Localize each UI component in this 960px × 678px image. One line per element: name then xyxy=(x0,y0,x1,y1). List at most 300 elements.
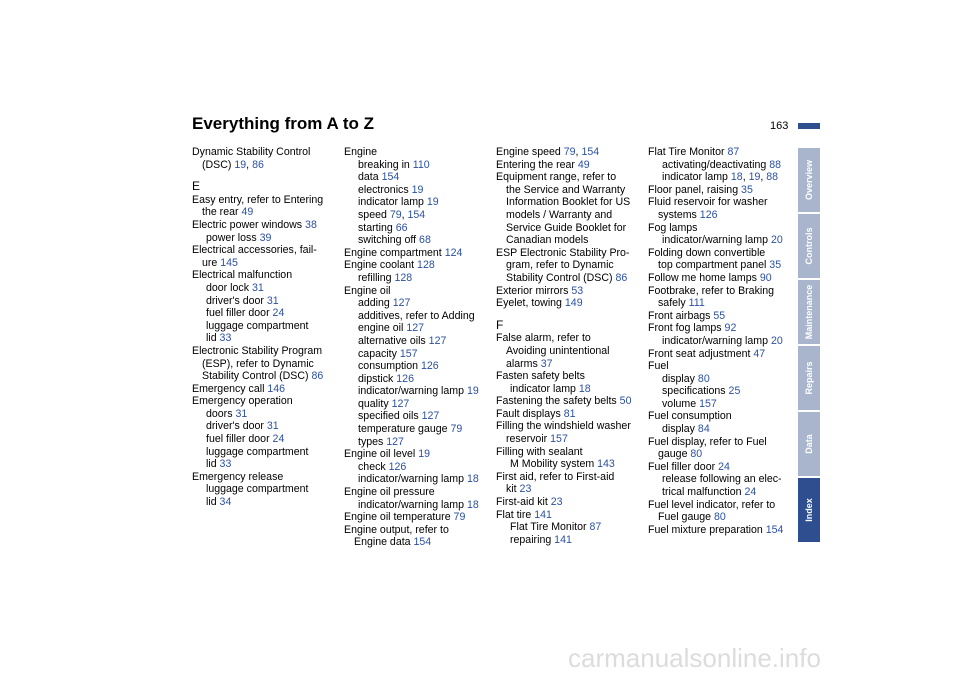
index-entry-text: First aid, refer to First-aid xyxy=(496,470,615,483)
page-reference-link[interactable]: 80 xyxy=(713,511,726,524)
index-entry xyxy=(192,433,323,446)
index-entry xyxy=(648,448,783,461)
index-entry-text: switching off xyxy=(358,234,420,247)
page-reference-link[interactable]: 81 xyxy=(563,407,576,420)
page-reference-link[interactable]: 31 xyxy=(251,281,264,294)
page-reference-link[interactable]: 24 xyxy=(718,460,730,473)
index-entry xyxy=(648,360,783,373)
page-reference-link[interactable]: 24 xyxy=(744,486,757,499)
page-reference-link[interactable]: 143 xyxy=(597,458,615,471)
index-entry xyxy=(496,247,631,260)
page-reference-link[interactable]: 18 xyxy=(466,473,479,486)
page-reference-link[interactable]: 146 xyxy=(267,382,286,395)
index-entry-text: Footbrake, refer to Braking xyxy=(648,284,775,297)
index-entry xyxy=(648,385,783,398)
page-reference-link[interactable]: 19 xyxy=(418,448,430,461)
index-entry-text: display xyxy=(662,423,698,436)
tab-controls[interactable] xyxy=(798,214,820,278)
index-entry xyxy=(192,358,323,371)
index-entry: Engine speed 79, 154 xyxy=(496,146,600,158)
tab-label: Data xyxy=(804,434,814,454)
page-reference-link[interactable]: 127 xyxy=(421,410,440,423)
index-entry-text: Equipment range, refer to xyxy=(496,171,617,184)
page-reference-link[interactable]: 154 xyxy=(765,523,784,536)
index-entry xyxy=(192,232,323,245)
tab-index[interactable] xyxy=(798,478,820,542)
index-entry xyxy=(192,244,323,257)
tab-repairs[interactable] xyxy=(798,346,820,410)
index-entry xyxy=(496,521,631,534)
tab-label: Index xyxy=(804,498,814,522)
index-entry-text: Engine coolant xyxy=(344,259,418,272)
page-reference-link[interactable]: 25 xyxy=(728,385,741,398)
index-entry-text: Engine oil xyxy=(344,284,391,297)
page-reference-link[interactable]: 50 xyxy=(619,395,632,408)
page-reference-link[interactable]: 92 xyxy=(724,322,737,335)
page-reference-link[interactable]: 154 xyxy=(581,146,600,158)
index-entry-text: Fog lamps xyxy=(648,221,698,234)
page-reference-link[interactable]: 127 xyxy=(392,297,411,310)
index-entry-text: Electronic Stability Program xyxy=(192,344,323,357)
index-entry-text: First-aid kit xyxy=(496,496,551,509)
index-letter-heading xyxy=(496,319,631,332)
index-entry xyxy=(192,282,323,295)
index-entry xyxy=(496,285,631,298)
page-reference-link[interactable]: 126 xyxy=(699,208,718,221)
index-entry xyxy=(496,159,631,172)
index-entry xyxy=(344,410,479,423)
page-reference-link[interactable]: 35 xyxy=(741,183,753,196)
page-reference-link[interactable]: 20 xyxy=(770,334,783,347)
index-entry xyxy=(648,196,783,209)
index-entry xyxy=(496,184,631,197)
index-entry-text: Stability Control (DSC) xyxy=(202,370,312,383)
index-entry xyxy=(192,219,323,232)
page-reference-link[interactable]: 154 xyxy=(407,208,426,221)
index-entry xyxy=(648,285,783,298)
index-entry-text: power loss xyxy=(206,231,260,244)
index-entry xyxy=(648,247,783,260)
tab-data[interactable] xyxy=(798,412,820,476)
index-entry xyxy=(192,194,323,207)
index-entry-text: gauge xyxy=(658,448,691,461)
page-reference-link[interactable]: 88 xyxy=(769,158,781,171)
index-entry-text: Flat Tire Monitor xyxy=(648,146,728,158)
tab-maintenance[interactable] xyxy=(798,280,820,344)
page-reference-link[interactable]: 79 xyxy=(450,423,463,436)
index-entry xyxy=(192,446,323,459)
index-entry-text: (ESP), refer to Dynamic xyxy=(202,357,314,370)
index-entry-text: Engine oil pressure xyxy=(344,486,435,499)
page-reference-link[interactable]: 24 xyxy=(272,307,285,320)
page-reference-link[interactable]: 149 xyxy=(564,297,583,310)
index-entry-text: indicator lamp xyxy=(510,382,579,395)
index-entry xyxy=(344,146,479,159)
index-entry xyxy=(344,511,479,524)
index-entry-text: Front seat adjustment xyxy=(648,347,754,360)
page-reference-link[interactable]: 157 xyxy=(699,397,717,410)
page-reference-link[interactable]: 68 xyxy=(419,234,431,247)
index-entry-text: Fastening the safety belts xyxy=(496,395,620,408)
index-entry xyxy=(496,272,631,285)
index-entry-text: reservoir xyxy=(506,433,551,446)
page-reference-link[interactable]: 49 xyxy=(577,158,590,171)
index-letter-heading xyxy=(192,180,323,193)
index-entry-text: check xyxy=(358,460,389,473)
index-entry xyxy=(496,234,631,247)
page-reference-link[interactable]: 19 xyxy=(426,196,439,209)
index-entry xyxy=(648,297,783,310)
page-reference-link[interactable]: 53 xyxy=(571,284,584,297)
index-entry-text: fuel filler door xyxy=(206,307,273,320)
index-entry-text: quality xyxy=(358,397,392,410)
index-entry xyxy=(496,222,631,235)
index-entry xyxy=(344,473,479,486)
page-reference-link[interactable]: 31 xyxy=(266,294,279,307)
index-entry-text: specified oils xyxy=(358,410,422,423)
index-entry xyxy=(648,511,783,524)
index-entry-text: Folding down convertible xyxy=(648,246,766,259)
index-entry-text: specifications xyxy=(662,385,729,398)
index-entry xyxy=(648,222,783,235)
index-entry-text: Emergency call xyxy=(192,382,268,395)
index-entry xyxy=(192,458,323,471)
page-reference-link[interactable]: 31 xyxy=(266,420,279,433)
index-entry xyxy=(344,259,479,272)
tab-label: Controls xyxy=(804,227,814,265)
index-column-1 xyxy=(192,146,323,509)
index-entry: (DSC) 19, 86 xyxy=(202,158,264,171)
page-reference-link[interactable]: 33 xyxy=(219,332,232,345)
page-reference-link[interactable]: 154 xyxy=(413,536,432,549)
index-entry xyxy=(496,483,631,496)
index-entry-text: Engine oil level xyxy=(344,448,419,461)
index-entry xyxy=(192,269,323,282)
index-entry xyxy=(648,259,783,272)
page-reference-link[interactable]: 31 xyxy=(235,407,248,420)
index-entry-text: Fasten safety belts xyxy=(496,370,585,383)
index-entry xyxy=(648,322,783,335)
index-entry xyxy=(344,385,479,398)
index-entry xyxy=(192,383,323,396)
index-entry xyxy=(192,332,323,345)
page-title: Everything from A to Z xyxy=(192,114,374,133)
index-entry-text: indicator/warning lamp xyxy=(662,234,771,247)
index-entry xyxy=(192,370,323,383)
page-reference-link[interactable]: 19 xyxy=(234,158,247,171)
index-entry xyxy=(648,209,783,222)
index-entry-text: Filling with sealant xyxy=(496,445,583,458)
index-entry-text: top compartment panel xyxy=(658,259,770,272)
index-entry-text: starting xyxy=(358,221,396,234)
page-reference-link[interactable]: 126 xyxy=(421,360,439,373)
index-entry xyxy=(496,196,631,209)
index-entry xyxy=(344,222,479,235)
index-entry xyxy=(192,483,323,496)
page-reference-link[interactable]: 126 xyxy=(396,372,414,385)
index-entry-text: alternative oils xyxy=(358,334,429,347)
section-tabs xyxy=(798,148,820,544)
index-entry-text: engine oil xyxy=(358,322,407,335)
index-entry-text: types xyxy=(358,435,387,448)
index-entry xyxy=(344,184,479,197)
index-entry xyxy=(344,486,479,499)
index-entry-text: electronics xyxy=(358,183,412,196)
index-entry xyxy=(496,395,631,408)
page-reference-link[interactable]: 88 xyxy=(766,171,779,184)
index-entry-text: ure xyxy=(202,256,221,269)
page-reference-link[interactable]: 37 xyxy=(540,357,553,370)
page-reference-link[interactable]: 86 xyxy=(252,158,264,171)
index-entry-text: Electrical malfunction xyxy=(192,269,293,282)
index-entry xyxy=(192,206,323,219)
index-entry xyxy=(648,310,783,323)
index-entry xyxy=(496,209,631,222)
index-entry-text: models / Warranty and xyxy=(506,208,613,221)
index-entry xyxy=(344,373,479,386)
index-entry xyxy=(648,234,783,247)
index-entry xyxy=(648,373,783,386)
page-reference-link[interactable]: 126 xyxy=(388,460,407,473)
index-entry-text: (DSC) xyxy=(202,158,235,171)
index-entry-text: indicator/warning lamp xyxy=(662,334,771,347)
index-entry-text: breaking in xyxy=(358,158,413,171)
index-entry-text: Avoiding unintentional xyxy=(506,344,610,357)
page-reference-link[interactable]: 19 xyxy=(411,183,424,196)
index-entry-text: lid xyxy=(206,332,220,345)
page-reference-link[interactable]: 55 xyxy=(713,309,726,322)
index-entry-text: refilling xyxy=(358,271,395,284)
index-entry xyxy=(192,496,323,509)
page-reference-link[interactable]: 20 xyxy=(770,234,783,247)
page-reference-link[interactable]: 18 xyxy=(730,171,743,184)
index-entry xyxy=(648,184,783,197)
index-entry xyxy=(496,370,631,383)
index-entry xyxy=(648,524,783,537)
page-reference-link[interactable]: 127 xyxy=(428,334,447,347)
page-reference-link[interactable]: 79 xyxy=(389,208,402,221)
index-entry xyxy=(648,461,783,474)
index-entry xyxy=(496,259,631,272)
index-entry xyxy=(496,345,631,358)
index-entry xyxy=(192,395,323,408)
page-reference-link[interactable]: 35 xyxy=(769,259,782,272)
page-reference-link[interactable]: 80 xyxy=(690,448,703,461)
index-entry-text: Emergency release xyxy=(192,470,284,483)
index-entry-text: E xyxy=(192,179,201,194)
index-entry xyxy=(496,509,631,522)
index-entry xyxy=(648,335,783,348)
page-reference-link[interactable]: 39 xyxy=(259,231,272,244)
index-entry xyxy=(648,473,783,486)
index-entry-text: activating/deactivating xyxy=(662,158,770,171)
index-entry xyxy=(344,159,479,172)
index-entry-text: speed xyxy=(358,208,390,221)
header-tab-marker xyxy=(798,123,820,129)
index-column-3 xyxy=(496,146,631,546)
index-entry-text: doors xyxy=(206,407,236,420)
index-entry-text: alarms xyxy=(506,357,541,370)
index-entry-text: Front airbags xyxy=(648,309,714,322)
index-entry-text: driver's door xyxy=(206,294,267,307)
index-entry xyxy=(344,272,479,285)
page-reference-link[interactable]: 124 xyxy=(444,246,463,259)
index-entry-text: door lock xyxy=(206,281,252,294)
page-reference-link[interactable]: 79 xyxy=(563,146,576,158)
index-entry xyxy=(344,398,479,411)
index-entry xyxy=(648,499,783,512)
page-reference-link[interactable]: 19 xyxy=(466,385,479,398)
index-entry-text: F xyxy=(496,317,504,332)
index-entry xyxy=(192,408,323,421)
index-entry-text: Flat Tire Monitor xyxy=(510,521,590,534)
index-entry-text: kit xyxy=(506,483,520,496)
page-reference-link[interactable]: 49 xyxy=(241,206,254,219)
index-entry-text: False alarm, refer to xyxy=(496,332,591,345)
page-reference-link[interactable]: 24 xyxy=(272,433,285,446)
index-entry xyxy=(344,499,479,512)
index-entry-text: driver's door xyxy=(206,420,267,433)
page-reference-link[interactable]: 23 xyxy=(519,483,532,496)
index-entry: indicator lamp 18, 19, 88 xyxy=(662,171,779,184)
page-reference-link[interactable]: 90 xyxy=(759,271,772,284)
index-entry-text: Electrical accessories, fail- xyxy=(192,244,317,257)
page-reference-link[interactable]: 127 xyxy=(391,397,410,410)
index-entry xyxy=(496,171,631,184)
index-entry-text: Engine oil temperature xyxy=(344,511,454,524)
index-entry-text: Follow me home lamps xyxy=(648,271,760,284)
page-reference-link[interactable]: 141 xyxy=(554,533,572,546)
page-reference-link[interactable]: 38 xyxy=(305,218,317,231)
index-entry xyxy=(344,322,479,335)
index-entry xyxy=(648,159,783,172)
index-entry-text: luggage compartment xyxy=(206,445,309,458)
index-entry-text: Canadian models xyxy=(506,234,589,247)
index-entry-text: Electric power windows xyxy=(192,218,306,231)
page-reference-link[interactable]: 87 xyxy=(727,146,740,158)
page-reference-link[interactable]: 23 xyxy=(550,496,563,509)
page-reference-link[interactable]: 86 xyxy=(311,370,324,383)
index-entry xyxy=(496,534,631,547)
page-reference-link[interactable]: 84 xyxy=(697,423,710,436)
index-entry-text: Fuel mixture preparation xyxy=(648,523,766,536)
watermark: carmanualsonline.info xyxy=(568,643,821,673)
index-entry xyxy=(344,297,479,310)
index-entry-text: systems xyxy=(658,208,700,221)
page-reference-link[interactable]: 157 xyxy=(550,433,568,446)
index-column-2 xyxy=(344,146,479,549)
index-entry xyxy=(496,420,631,433)
index-entry-text: Stability Control (DSC) xyxy=(506,271,616,284)
page-reference-link[interactable]: 157 xyxy=(399,347,418,360)
index-entry xyxy=(496,433,631,446)
tab-label: Maintenance xyxy=(804,284,814,340)
tab-label: Repairs xyxy=(804,361,814,395)
index-entry xyxy=(344,310,479,323)
index-entry xyxy=(496,408,631,421)
index-entry-text: luggage compartment xyxy=(206,319,309,332)
index-entry-text: Fuel filler door xyxy=(648,460,719,473)
page-reference-link[interactable]: 80 xyxy=(697,372,710,385)
index-entry xyxy=(192,307,323,320)
index-entry-text: gram, refer to Dynamic xyxy=(506,259,614,272)
index-entry-text: repairing xyxy=(510,533,555,546)
index-entry xyxy=(344,536,479,549)
page-reference-link[interactable]: 128 xyxy=(417,259,435,272)
page-reference-link[interactable]: 79 xyxy=(453,511,466,524)
index-entry xyxy=(496,471,631,484)
index-entry xyxy=(192,320,323,333)
page-reference-link[interactable]: 110 xyxy=(412,158,430,171)
index-entry xyxy=(344,247,479,260)
page-reference-link[interactable]: 127 xyxy=(386,435,404,448)
page-reference-link[interactable]: 19 xyxy=(748,171,761,184)
index-entry-text: Engine xyxy=(344,146,377,158)
page-reference-link[interactable]: 127 xyxy=(406,322,424,335)
index-entry xyxy=(648,423,783,436)
index-entry xyxy=(648,398,783,411)
index-entry xyxy=(344,461,479,474)
page-reference-link[interactable]: 141 xyxy=(534,508,552,521)
index-entry-text: Front fog lamps xyxy=(648,322,725,335)
index-entry-text: indicator lamp xyxy=(358,196,427,209)
page-reference-link[interactable]: 154 xyxy=(381,171,400,184)
index-entry xyxy=(192,471,323,484)
index-entry-text: lid xyxy=(206,458,220,471)
index-entry-text: ESP Electronic Stability Pro- xyxy=(496,246,630,259)
page-reference-link[interactable]: 86 xyxy=(615,271,628,284)
index-entry xyxy=(496,496,631,509)
index-entry xyxy=(496,458,631,471)
index-entry-text: M Mobility system xyxy=(510,458,598,471)
index-entry-text: display xyxy=(662,372,698,385)
index-entry-text: volume xyxy=(662,397,700,410)
page-reference-link[interactable]: 66 xyxy=(395,221,408,234)
index-entry-text: Emergency operation xyxy=(192,395,293,408)
tab-overview[interactable] xyxy=(798,148,820,212)
page-reference-link[interactable]: 128 xyxy=(394,271,413,284)
index-entry xyxy=(496,297,631,310)
page-reference-link[interactable]: 18 xyxy=(578,382,591,395)
index-entry-text: indicator lamp xyxy=(662,171,731,184)
index-entry xyxy=(648,146,783,159)
index-entry-text: Fuel xyxy=(648,360,669,373)
index-entry-text: Fuel gauge xyxy=(658,511,714,524)
index-entry xyxy=(344,436,479,449)
index-entry xyxy=(344,171,479,184)
index-entry-text: the Service and Warranty xyxy=(506,183,626,196)
index-entry-text: Fault displays xyxy=(496,407,564,420)
page-reference-link[interactable]: 33 xyxy=(219,458,232,471)
page-reference-link[interactable]: 18 xyxy=(466,498,479,511)
index-entry-text: additives, refer to Adding xyxy=(358,309,475,322)
index-entry xyxy=(648,436,783,449)
page-reference-link[interactable]: 34 xyxy=(219,496,232,509)
page-reference-link[interactable]: 47 xyxy=(753,347,766,360)
index-entry xyxy=(192,295,323,308)
index-entry xyxy=(344,285,479,298)
index-entry-text: Service Guide Booklet for xyxy=(506,221,627,234)
page-reference-link[interactable]: 87 xyxy=(589,521,602,534)
page-reference-link[interactable]: 145 xyxy=(220,256,238,269)
index-entry-text: consumption xyxy=(358,360,422,373)
index-column-4 xyxy=(648,146,783,536)
page-number: 163 xyxy=(770,120,789,132)
index-entry-text: Fuel consumption xyxy=(648,410,732,423)
index-entry xyxy=(496,358,631,371)
index-entry-text: Exterior mirrors xyxy=(496,284,572,297)
page-reference-link[interactable]: 111 xyxy=(688,297,705,310)
